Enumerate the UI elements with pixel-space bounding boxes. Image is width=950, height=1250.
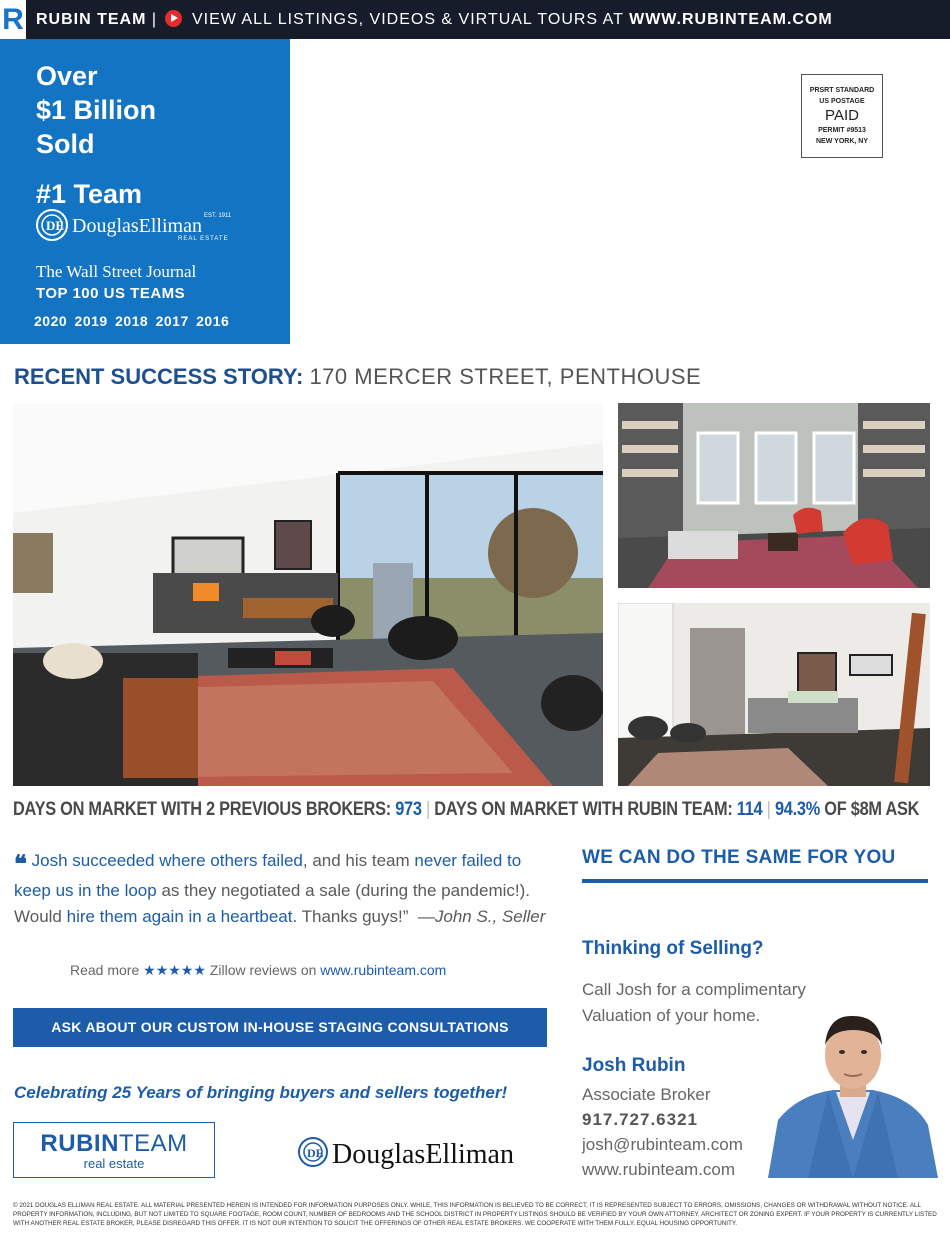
quote-highlight-1: Josh succeeded where others failed <box>31 851 303 870</box>
douglas-elliman-logo-icon <box>36 208 236 242</box>
same-for-you-heading: WE CAN DO THE SAME FOR YOU <box>582 847 896 868</box>
quote-text-2: as they negotiated a sale (during the pandemic!). Would <box>14 881 531 926</box>
readmore-mid: Zillow reviews on <box>209 962 317 978</box>
headline-label: RECENT SUCCESS STORY: <box>14 364 304 389</box>
agent-phone[interactable]: 917.727.6321 <box>582 1110 698 1129</box>
quote-highlight-2: never failed to keep us in the loop <box>14 851 522 900</box>
reviews-link[interactable]: www.rubinteam.com <box>320 962 447 978</box>
brand-name: RUBIN TEAM <box>36 11 147 28</box>
svg-text:DE: DE <box>46 218 65 233</box>
svg-text:DE: DE <box>307 1146 324 1160</box>
quote-text-3: Thanks guys!” <box>297 907 409 926</box>
testimonial <box>14 848 554 930</box>
agent-contact <box>582 1082 743 1182</box>
rubin-logo-bold: RUBIN <box>40 1130 119 1157</box>
divider: | <box>151 11 158 28</box>
accolade-line-3: Sold <box>36 129 95 159</box>
top-banner <box>0 0 950 39</box>
staging-consultation-banner[interactable]: ASK ABOUT OUR CUSTOM IN-HOUSE STAGING CONSULTATIONS <box>13 1008 547 1047</box>
number-one-team: #1 Team <box>36 179 143 209</box>
prev-brokers-days: 973 <box>395 799 422 820</box>
heading-underline <box>582 879 928 883</box>
rubin-team-days: 114 <box>736 799 763 820</box>
douglas-elliman-logo-icon <box>298 1134 548 1170</box>
website-link[interactable]: WWW.RUBINTEAM.COM <box>629 11 833 28</box>
agent-portrait <box>768 1010 938 1178</box>
agent-name: Josh Rubin <box>582 1055 686 1076</box>
quote-text-1: , and his team <box>302 851 415 870</box>
top-100-label: TOP 100 US TEAMS <box>36 285 186 302</box>
prev-brokers-label: DAYS ON MARKET WITH 2 PREVIOUS BROKERS: <box>13 799 391 820</box>
wsj-title: The Wall Street Journal <box>36 262 197 281</box>
de-logo-sub: REAL ESTATE <box>178 236 229 242</box>
section-headline <box>14 364 701 390</box>
postage-line-1: PRSRT STANDARD <box>809 87 875 94</box>
postage-permit: PERMIT #9513 <box>818 127 866 134</box>
headline-address: 170 MERCER STREET, PENTHOUSE <box>309 364 702 389</box>
agent-title: Associate Broker <box>582 1085 711 1104</box>
zillow-reviews-note <box>70 962 446 979</box>
accolade-line-2: $1 Billion <box>36 95 157 125</box>
readmore-pre: Read more <box>70 962 140 978</box>
postage-paid: PAID <box>825 107 859 124</box>
stat-divider: | <box>766 799 771 820</box>
legal-disclaimer: © 2021 DOUGLAS ELLIMAN REAL ESTATE. ALL MATERIAL PRESENTED HEREIN IS INTENDED FOR INFORMATION PURPOSES ONLY. WHILE, THIS INFORMATION IS BELIEVED TO BE CORRECT, IT IS REPRESENTED SUBJECT TO ERRORS, OMISSIONS, CHANGES OR WITHDRAWAL WITHOUT NOTICE. ALL PROPERTY INFORMATION, INCLUDING, BUT NOT LIMITED TO SQUARE FOOTAGE, ROOM COUNT, NUMBER OF BEDROOMS AND THE SCHOOL DISTRICT IN PROPERTY LISTINGS SHOULD BE VERIFIED BY YOUR OWN ATTORNEY, ARCHITECT OR ZONING EXPERT. IF YOUR PROPERTY IS CURRENTLY LISTED WITH ANOTHER REAL ESTATE BROKER, PLEASE DISREGARD THIS OFFER. IT IS NOT OUR INTENTION TO SOLICIT THE OFFERINGS OF OTHER REAL ESTATE BROKERS. WE COOPERATE WITH THEM FULLY. EQUAL HOUSING OPPORTUNITY. <box>13 1202 937 1227</box>
photo-library-room <box>618 403 930 588</box>
quote-author: —John S., Seller <box>417 907 546 926</box>
thinking-of-selling: Thinking of Selling? <box>582 938 764 959</box>
award-years: 2020 2019 2018 2017 2016 <box>34 313 230 329</box>
rubin-team-label: DAYS ON MARKET WITH RUBIN TEAM: <box>434 799 733 820</box>
agent-email[interactable]: josh@rubinteam.com <box>582 1135 743 1154</box>
ask-label: OF $8M ASK <box>824 799 920 820</box>
listings-cta: VIEW ALL LISTINGS, VIDEOS & VIRTUAL TOURS AT <box>191 11 624 28</box>
postage-line-2: US POSTAGE <box>819 98 865 105</box>
star-icon: ★★★★★ <box>143 962 206 978</box>
agent-website[interactable]: www.rubinteam.com <box>582 1160 736 1179</box>
rubin-logo-light: TEAM <box>118 1130 188 1157</box>
rubin-team-logo <box>13 1122 215 1178</box>
valuation-offer: Call Josh for a complimentary Valuation of your home. <box>582 980 806 1025</box>
market-stats <box>13 799 919 821</box>
rubin-r-logo-icon: R <box>0 0 26 39</box>
photo-bedroom <box>618 603 930 786</box>
quote-mark-icon: ❝ <box>14 851 27 878</box>
ask-percent: 94.3% <box>774 799 821 820</box>
stat-divider: | <box>425 799 430 820</box>
rubin-logo-sub: real estate <box>83 1156 145 1171</box>
postage-indicia <box>801 74 883 158</box>
accolades-panel <box>0 39 290 344</box>
de-footer-logo-name: DouglasElliman <box>332 1139 514 1170</box>
de-logo-name: DouglasElliman <box>72 215 202 237</box>
accolade-line-1: Over <box>36 61 98 91</box>
quote-highlight-3: hire them again in a heartbeat. <box>66 907 298 926</box>
photo-living-room <box>13 403 603 786</box>
postage-city: NEW YORK, NY <box>816 138 868 145</box>
play-icon[interactable] <box>165 10 182 27</box>
de-logo-est: EST. 1911 <box>204 213 232 219</box>
celebration-tagline: Celebrating 25 Years of bringing buyers and sellers together! <box>14 1083 508 1102</box>
